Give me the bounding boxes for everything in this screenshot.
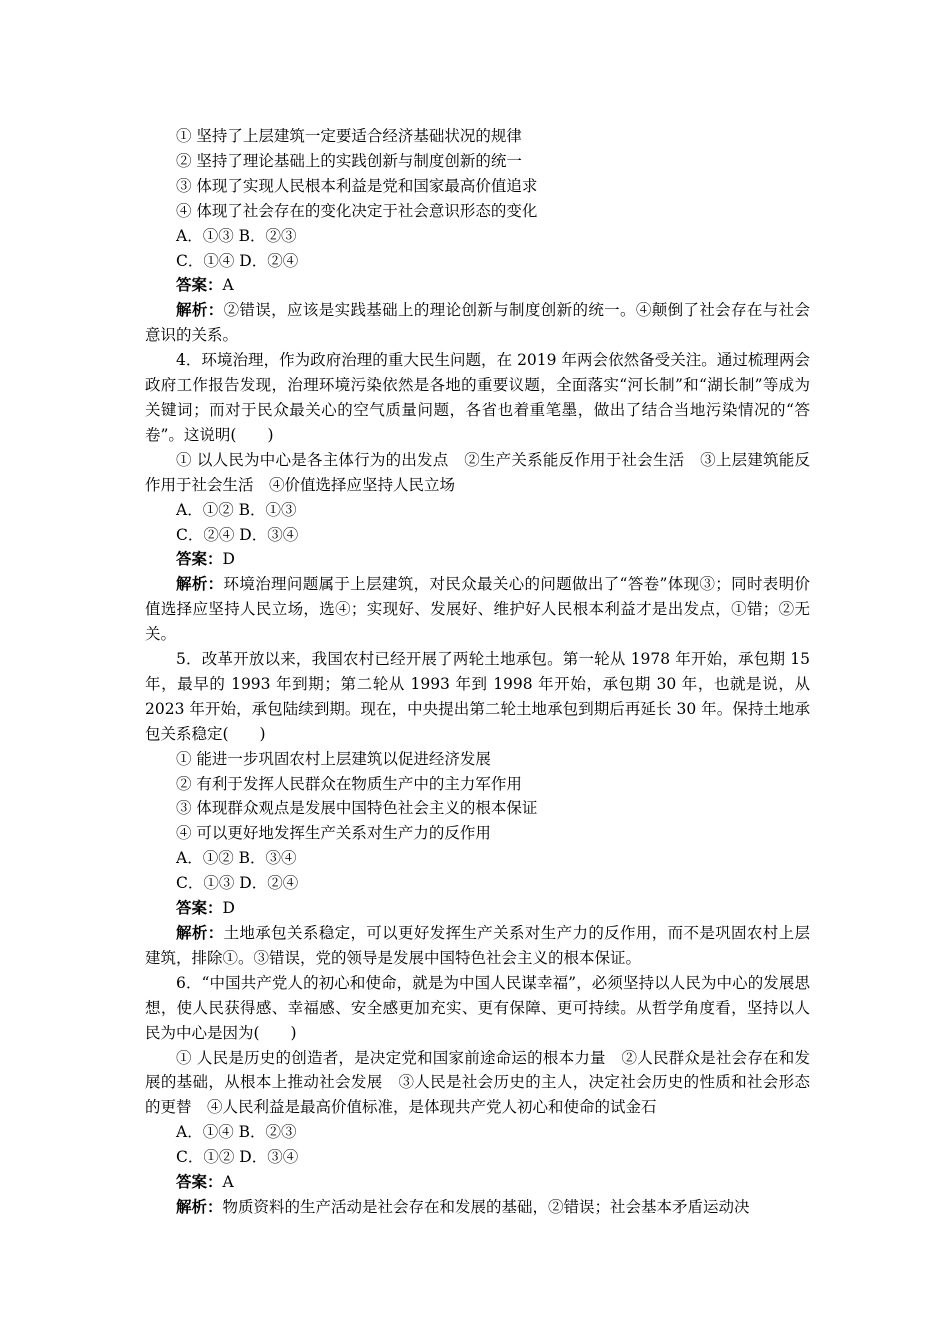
analysis-text: 环境治理问题属于上层建筑，对民众最关心的问题做出了“答卷”体现③；同时表明价值选择应坚持人民立场，选④；实现好、发展好、维护好人民根本利益才是出发点，①错；②无关。 <box>145 575 810 644</box>
q4-stem: 4．环境治理，作为政府治理的重大民生问题，在 2019 年两会依然备受关注。通过梳理两会政府工作报告发现，治理环境污染依然是各地的重要议题，全面落实“河长制”和“湖长制”等成为关键词；而对于民众最关心的空气质量问题，各省也着重笔墨，做出了结合当地污染情况的“答卷”。这说明( ) <box>145 351 810 444</box>
analysis-label: 解析： <box>176 923 224 942</box>
answer-value: D <box>222 899 235 918</box>
q6-stem: 6．“中国共产党人的初心和使命，就是为中国人民谋幸福”，必须坚持以人民为中心的发展思想，使人民获得感、幸福感、安全感更加充实、更有保障、更可持续。从哲学角度看，坚持以人民为中心是因为( ) <box>145 973 810 1042</box>
q6-choices-cd: C．①② D．③④ <box>176 1148 299 1167</box>
q6-answer <box>145 1170 810 1195</box>
answer-label: 答案： <box>176 549 223 569</box>
q3-option-3: ③ 体现了实现人民根本利益是党和国家最高价值追求 <box>176 176 538 195</box>
q3-choices-cd: C．①④ D．②④ <box>176 251 299 270</box>
answer-value: D <box>222 550 235 569</box>
q4-choices-cd: C．②④ D．③④ <box>176 525 299 544</box>
analysis-text: 物质资料的生产活动是社会存在和发展的基础，②错误；社会基本矛盾运动决 <box>222 1197 750 1216</box>
question-6 <box>145 971 810 1220</box>
q5-choices-cd: C．①③ D．②④ <box>176 874 299 893</box>
q4-choices-ab: A．①② B．①③ <box>176 500 297 519</box>
question-3 <box>145 124 810 348</box>
q3-option-1: ① 坚持了上层建筑一定要适合经济基础状况的规律 <box>176 127 522 145</box>
answer-label: 答案： <box>176 275 223 295</box>
q5-stem: 5．改革开放以来，我国农村已经开展了两轮土地承包。第一轮从 1978 年开始，承包期 15 年，最早的 1993 年到期；第二轮从 1993 年到 1998 年开始，承包期 30 年，也就是说，从 2023 年开始，承包陆续到期。现在，中央提出第二轮土地承包到期后再延长 30 年。保持土地承包关系稳定( ) <box>145 650 810 743</box>
answer-label: 答案： <box>176 898 223 918</box>
q3-answer <box>145 273 810 298</box>
analysis-label: 解析： <box>176 574 224 594</box>
q4-options: ① 以人民为中心是各主体行为的出发点 ②生产关系能反作用于社会生活 ③上层建筑能反作用于社会生活 ④价值选择应坚持人民立场 <box>145 450 810 494</box>
analysis-text: ②错误，应该是实践基础上的理论创新与制度创新的统一。④颠倒了社会存在与社会意识的关系。 <box>145 301 810 345</box>
answer-value: A <box>222 276 234 295</box>
q5-option-4: ④ 可以更好地发挥生产关系对生产力的反作用 <box>176 824 491 843</box>
q5-option-3: ③ 体现群众观点是发展中国特色社会主义的根本保证 <box>176 799 538 818</box>
q4-answer <box>145 547 810 572</box>
document-page <box>145 124 810 1220</box>
q6-analysis <box>145 1195 810 1220</box>
q5-analysis <box>145 921 810 971</box>
q5-choices-ab: A．①② B．③④ <box>176 849 297 868</box>
analysis-text: 土地承包关系稳定，可以更好发挥生产关系对生产力的反作用，而不是巩固农村上层建筑，排除①。③错误，党的领导是发展中国特色社会主义的根本保证。 <box>145 924 810 967</box>
question-5 <box>145 647 810 971</box>
q6-choices-ab: A．①④ B．②③ <box>176 1123 297 1142</box>
q5-option-1: ① 能进一步巩固农村上层建筑以促进经济发展 <box>176 749 491 768</box>
q3-option-2: ② 坚持了理论基础上的实践创新与制度创新的统一 <box>176 151 522 170</box>
q3-analysis <box>145 298 810 348</box>
q3-choices-ab: A．①③ B．②③ <box>176 226 297 245</box>
answer-label: 答案： <box>176 1172 223 1192</box>
q5-answer <box>145 896 810 921</box>
analysis-label: 解析： <box>176 300 224 320</box>
answer-value: A <box>222 1173 234 1192</box>
q4-analysis <box>145 572 810 647</box>
analysis-label: 解析： <box>176 1196 223 1216</box>
q6-options: ① 人民是历史的创造者，是决定党和国家前途命运的根本力量 ②人民群众是社会存在和发展的基础，从根本上推动社会发展 ③人民是社会历史的主人，决定社会历史的性质和社会形态的更替 ④人民利益是最高价值标准，是体现共产党人初心和使命的试金石 <box>145 1048 810 1117</box>
question-4 <box>145 348 810 647</box>
q5-option-2: ② 有利于发挥人民群众在物质生产中的主力军作用 <box>176 774 522 793</box>
q3-option-4: ④ 体现了社会存在的变化决定于社会意识形态的变化 <box>176 201 538 220</box>
